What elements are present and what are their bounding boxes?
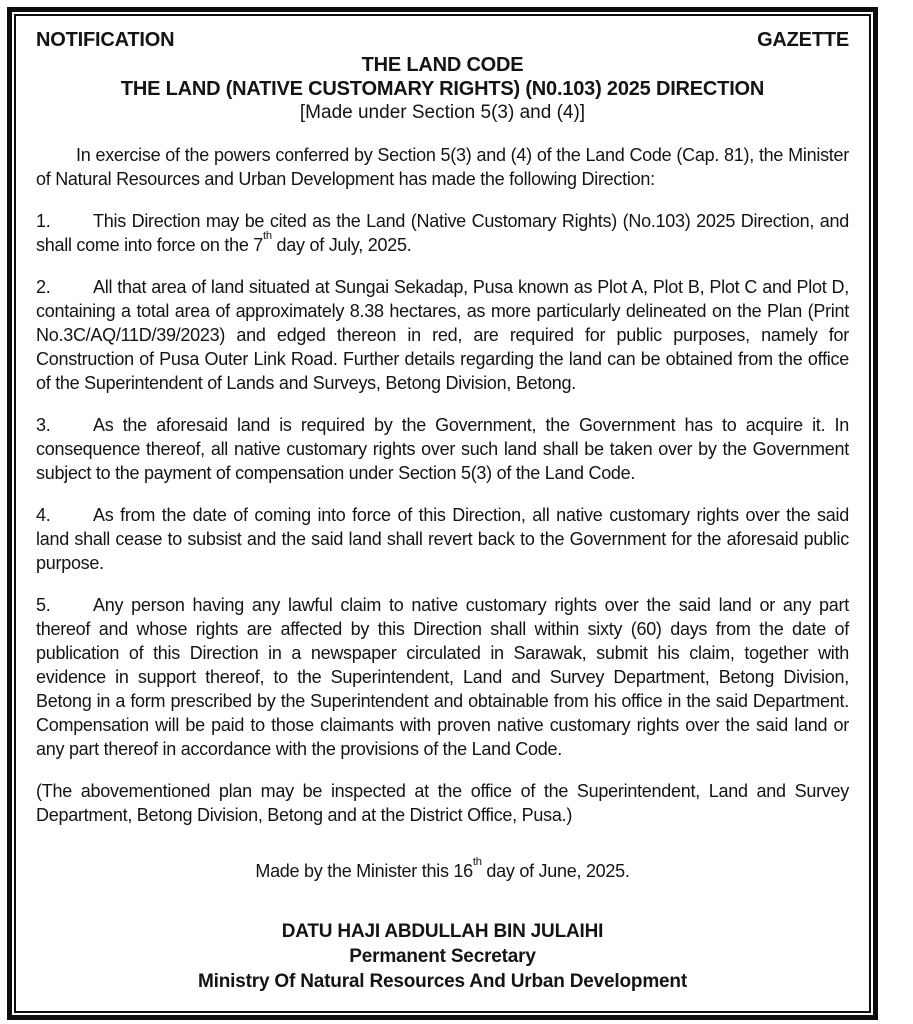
ordinal-superscript: th [472, 855, 482, 868]
document-title: THE LAND CODE [361, 54, 524, 76]
direction-paragraph [36, 593, 849, 761]
paragraph-text: This Direction may be cited as the Land (Native Customary Rights) (No.103) 2025 Direction, and shall come into force on the 7th day of July, 2025. [36, 211, 849, 255]
made-by-line: Made by the Minister this 16th day of June, 2025. [255, 855, 630, 881]
paragraph-text: All that area of land situated at Sungai Sekadap, Pusa known as Plot A, Plot B, Plot C and Plot D, containing a total area of approximately 8.38 hectares, as more particularly delineated on the Plan (Print No.3C/AQ/11D/39/2023) and edged thereon in red, are required for public purposes, namely for Construction of Pusa Outer Link Road. Further details regarding the land can be obtained from the office of the Superintendent of Lands and Surveys, Betong Division, Betong. [36, 277, 849, 393]
header-row [36, 28, 849, 52]
title-block [36, 53, 849, 125]
signature-block [36, 919, 849, 994]
direction-paragraph [36, 209, 849, 257]
intro-paragraph: In exercise of the powers conferred by Section 5(3) and (4) of the Land Code (Cap. 81), the Minister of Natural Resources and Urban Development has made the following Direction: [36, 145, 849, 189]
document-double-border [7, 7, 878, 1020]
document-subtitle: THE LAND (NATIVE CUSTOMARY RIGHTS) (N0.103) 2025 DIRECTION [120, 78, 765, 100]
header-notification-label: NOTIFICATION [36, 29, 175, 51]
paragraph-number: 4. [36, 505, 51, 525]
paragraph-number: 1. [36, 211, 51, 231]
paragraph-text: As from the date of coming into force of this Direction, all native customary rights over the said land shall cease to subsist and the said land shall revert back to the Government for the aforesaid public purpose. [36, 505, 849, 573]
signatory-ministry: Ministry Of Natural Resources And Urban Development [198, 971, 687, 992]
signatory-name: DATU HAJI ABDULLAH BIN JULAIHI [281, 921, 604, 942]
numbered-paragraphs [36, 209, 849, 761]
paragraph-number: 2. [36, 277, 51, 297]
direction-paragraph [36, 413, 849, 485]
signatory-title: Permanent Secretary [349, 946, 536, 967]
document-body [14, 14, 871, 1013]
ordinal-superscript: th [263, 229, 272, 242]
direction-paragraph [36, 503, 849, 575]
paragraph-number: 3. [36, 415, 51, 435]
plan-inspection-note: (The abovementioned plan may be inspected at the office of the Superintendent, Land and Survey Department, Betong Division, Betong and at the District Office, Pusa.) [36, 781, 849, 825]
made-under-note: [Made under Section 5(3) and (4)] [299, 102, 586, 123]
paragraph-text: As the aforesaid land is required by the Government, the Government has to acquire it. In consequence thereof, all native customary rights over such land shall be taken over by the Government subject to the payment of compensation under Section 5(3) of the Land Code. [36, 415, 849, 483]
paragraph-text: Any person having any lawful claim to native customary rights over the said land or any part thereof and whose rights are affected by this Direction shall within sixty (60) days from the date of publication of this Direction in a newspaper circulated in Sarawak, submit his claim, together with evidence in support thereof, to the Superintendent, Land and Survey Department, Betong Division, Betong in a form prescribed by the Superintendent and obtainable from his office in the said Department. Compensation will be paid to those claimants with proven native customary rights over the said land or any part thereof in accordance with the provisions of the Land Code. [36, 595, 849, 759]
direction-paragraph [36, 275, 849, 395]
paragraph-number: 5. [36, 595, 51, 615]
header-gazette-label: GAZETTE [757, 29, 849, 51]
